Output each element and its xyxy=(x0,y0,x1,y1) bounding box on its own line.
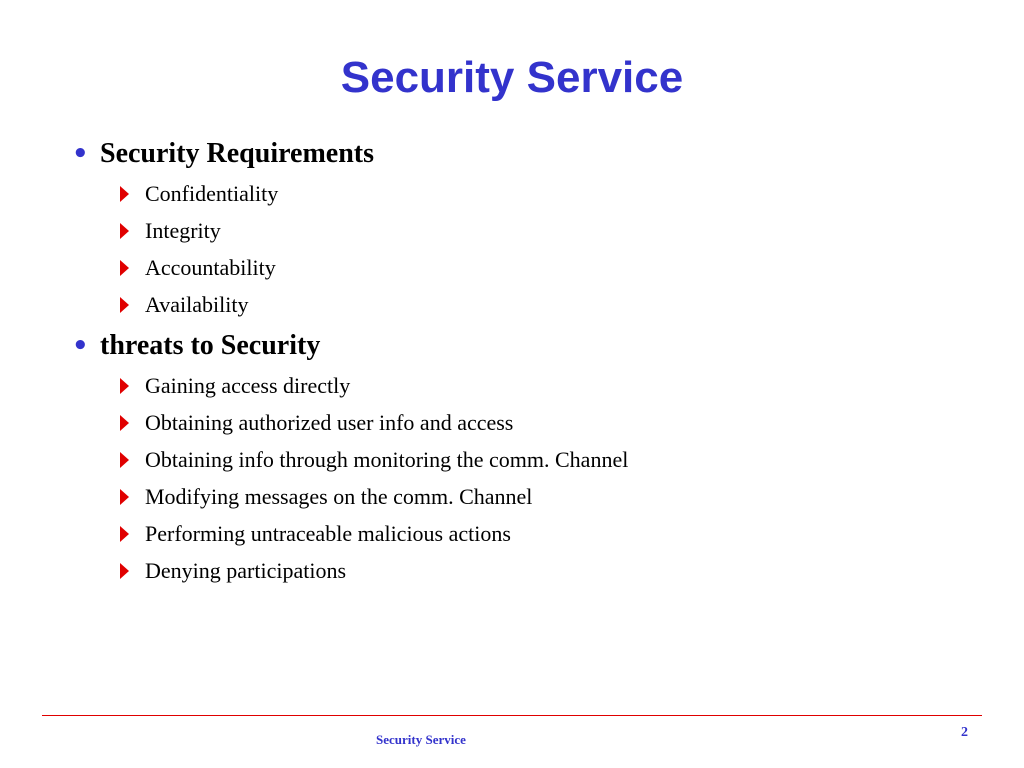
triangle-bullet-icon xyxy=(120,378,129,394)
list-item xyxy=(145,217,221,245)
list-item xyxy=(145,409,513,437)
triangle-bullet-icon xyxy=(120,452,129,468)
triangle-bullet-icon xyxy=(120,563,129,579)
triangle-bullet-icon xyxy=(120,260,129,276)
footer-divider xyxy=(42,715,982,716)
bullet-dot-icon: • xyxy=(72,139,89,169)
section-heading-text: threats to Security xyxy=(100,330,321,361)
list-item xyxy=(145,483,532,511)
bullet-dot-icon: • xyxy=(72,331,89,361)
list-item xyxy=(145,254,276,282)
footer-title: Security Service xyxy=(376,732,466,747)
list-item xyxy=(145,520,511,548)
list-item xyxy=(145,180,278,208)
page-number: 2 xyxy=(961,725,968,740)
list-item-text: Modifying messages on the comm. Channel xyxy=(145,484,533,509)
list-item-text: Denying participations xyxy=(145,558,347,583)
list-item-text: Integrity xyxy=(145,218,221,243)
list-item xyxy=(145,446,628,474)
list-item-text: Performing untraceable malicious actions xyxy=(145,521,511,546)
list-item-text: Obtaining info through monitoring the comm. Channel xyxy=(145,447,629,472)
list-item xyxy=(145,372,350,400)
list-item xyxy=(145,557,346,585)
list-item-text: Obtaining authorized user info and access xyxy=(145,410,514,435)
triangle-bullet-icon xyxy=(120,186,129,202)
list-item-text: Accountability xyxy=(145,255,276,280)
triangle-bullet-icon xyxy=(120,223,129,239)
triangle-bullet-icon xyxy=(120,415,129,431)
slide-title: Security Service xyxy=(340,53,684,102)
section-heading-threats-to-security xyxy=(72,329,321,363)
list-item-text: Gaining access directly xyxy=(145,373,351,398)
triangle-bullet-icon xyxy=(120,297,129,313)
list-item-text: Availability xyxy=(145,292,249,317)
triangle-bullet-icon xyxy=(120,489,129,505)
section-heading-security-requirements xyxy=(72,137,374,171)
list-item-text: Confidentiality xyxy=(145,181,279,206)
section-heading-text: Security Requirements xyxy=(100,138,374,169)
list-item xyxy=(145,291,248,319)
triangle-bullet-icon xyxy=(120,526,129,542)
